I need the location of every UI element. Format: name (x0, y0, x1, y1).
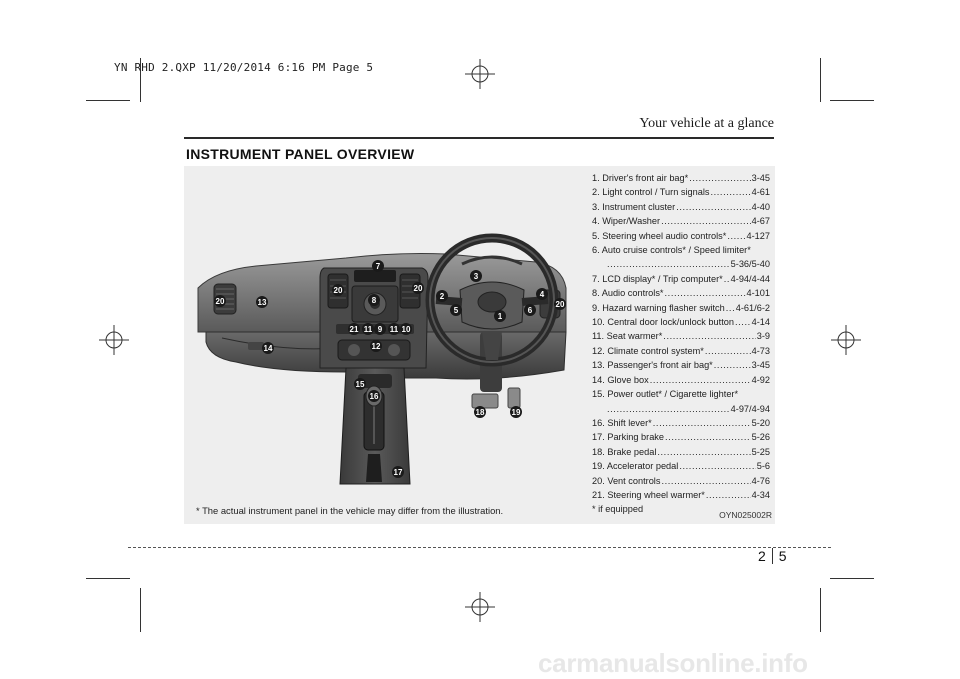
callout-1 (494, 310, 506, 322)
figure-code: OYN025002R (719, 510, 772, 520)
legend-item: 10. Central door lock/unlock button ..... 4-14 (592, 315, 770, 329)
callout-12 (370, 340, 382, 352)
legend-item: 9. Hazard warning flasher switch ..... 4-61/6-2 (592, 301, 770, 315)
chapter-number: 2 (758, 548, 766, 564)
callout-18 (474, 406, 486, 418)
svg-text:6: 6 (527, 306, 533, 315)
watermark: carmanualsonline.info (538, 648, 808, 678)
callout-14 (262, 342, 274, 354)
callout-10 (400, 323, 412, 335)
legend-footnote: * if equipped (592, 504, 644, 515)
print-slug: YN RHD 2.QXP 11/20/2014 6:16 PM Page 5 (114, 61, 374, 74)
svg-text:15: 15 (355, 380, 365, 389)
registration-mark-icon (465, 592, 495, 622)
legend-item: 13. Passenger's front air bag* ..... 3-45 (592, 358, 770, 372)
crop-mark (86, 578, 130, 579)
section-title: INSTRUMENT PANEL OVERVIEW (186, 146, 415, 162)
svg-text:21: 21 (349, 325, 359, 334)
svg-text:14: 14 (263, 344, 273, 353)
svg-text:13: 13 (257, 298, 267, 307)
crop-mark (140, 588, 141, 632)
legend-item: 12. Climate control system* ..... 4-73 (592, 344, 770, 358)
callout-21 (348, 323, 360, 335)
header-rule (184, 137, 774, 139)
svg-text:5: 5 (453, 306, 459, 315)
legend-item: 17. Parking brake ..... 5-26 (592, 430, 770, 444)
legend-item: 15. Power outlet* / Cigarette lighter* (592, 389, 739, 400)
page-header-title: Your vehicle at a glance (639, 116, 774, 131)
svg-text:11: 11 (389, 325, 399, 334)
callout-16 (368, 390, 380, 402)
callout-11-left (362, 323, 374, 335)
legend-item: 7. LCD display* / Trip computer* ..... 4-94/4-44 (592, 272, 770, 286)
instrument-panel-illustration (196, 192, 568, 487)
callout-2 (436, 290, 448, 302)
callout-20-right (554, 298, 566, 310)
page-number-value: 5 (778, 548, 787, 564)
crop-mark (820, 58, 821, 102)
svg-text:8: 8 (371, 296, 377, 305)
callout-3 (470, 270, 482, 282)
legend-item-continuation: ..... 4-97/4-94 (592, 402, 770, 416)
legend-item: 3. Instrument cluster ..... 4-40 (592, 200, 770, 214)
legend-item: 14. Glove box ..... 4-92 (592, 373, 770, 387)
svg-text:20: 20 (555, 300, 565, 309)
legend-item: 1. Driver's front air bag* ..... 3-45 (592, 171, 770, 185)
callout-7 (372, 260, 384, 272)
callout-4 (536, 288, 548, 300)
crop-mark (86, 100, 130, 101)
svg-text:20: 20 (215, 297, 225, 306)
crop-mark (830, 100, 874, 101)
svg-text:20: 20 (333, 286, 343, 295)
page-number (758, 548, 787, 564)
svg-text:11: 11 (363, 325, 373, 334)
figure-caption: * The actual instrument panel in the vehicle may differ from the illustration. (196, 505, 504, 516)
svg-text:4: 4 (539, 290, 545, 299)
svg-text:10: 10 (401, 325, 411, 334)
legend-item: 19. Accelerator pedal ..... 5-6 (592, 459, 770, 473)
legend-item: 2. Light control / Turn signals ..... 4-61 (592, 185, 770, 199)
legend-item: 18. Brake pedal ..... 5-25 (592, 445, 770, 459)
svg-text:20: 20 (413, 284, 423, 293)
legend-item: 5. Steering wheel audio controls* ..... 4-127 (592, 229, 770, 243)
callout-17 (392, 466, 404, 478)
svg-text:17: 17 (393, 468, 403, 477)
legend-item: 11. Seat warmer* ..... 3-9 (592, 329, 770, 343)
callout-20-center-left (332, 284, 344, 296)
legend-item: 6. Auto cruise controls* / Speed limiter* (592, 245, 751, 256)
svg-text:9: 9 (377, 325, 383, 334)
legend-item-continuation: ..... 5-36/5-40 (592, 257, 770, 271)
callout-11-right (388, 323, 400, 335)
callout-9 (374, 323, 386, 335)
page-number-separator (772, 548, 773, 564)
callout-20-center-right (412, 282, 424, 294)
crop-mark (830, 578, 874, 579)
legend-item: 16. Shift lever* ..... 5-20 (592, 416, 770, 430)
svg-text:12: 12 (371, 342, 381, 351)
svg-text:19: 19 (511, 408, 521, 417)
svg-text:1: 1 (497, 312, 503, 321)
svg-text:3: 3 (473, 272, 479, 281)
registration-mark-icon (465, 59, 495, 89)
registration-mark-icon (99, 325, 129, 355)
callout-15 (354, 378, 366, 390)
svg-text:2: 2 (439, 292, 445, 301)
legend-item: 21. Steering wheel warmer* ..... 4-34 (592, 488, 770, 502)
svg-text:16: 16 (369, 392, 379, 401)
legend-item: 20. Vent controls ..... 4-76 (592, 474, 770, 488)
svg-text:18: 18 (475, 408, 485, 417)
callout-19 (510, 406, 522, 418)
callout-5 (450, 304, 462, 316)
callout-13 (256, 296, 268, 308)
callout-8 (368, 294, 380, 306)
svg-text:7: 7 (375, 262, 381, 271)
component-legend (592, 171, 770, 517)
crop-mark (820, 588, 821, 632)
legend-item: 8. Audio controls* ..... 4-101 (592, 286, 770, 300)
legend-item: 4. Wiper/Washer ..... 4-67 (592, 214, 770, 228)
callout-20-left (214, 295, 226, 307)
callout-6 (524, 304, 536, 316)
registration-mark-icon (831, 325, 861, 355)
footer-dashed-rule (128, 547, 831, 548)
